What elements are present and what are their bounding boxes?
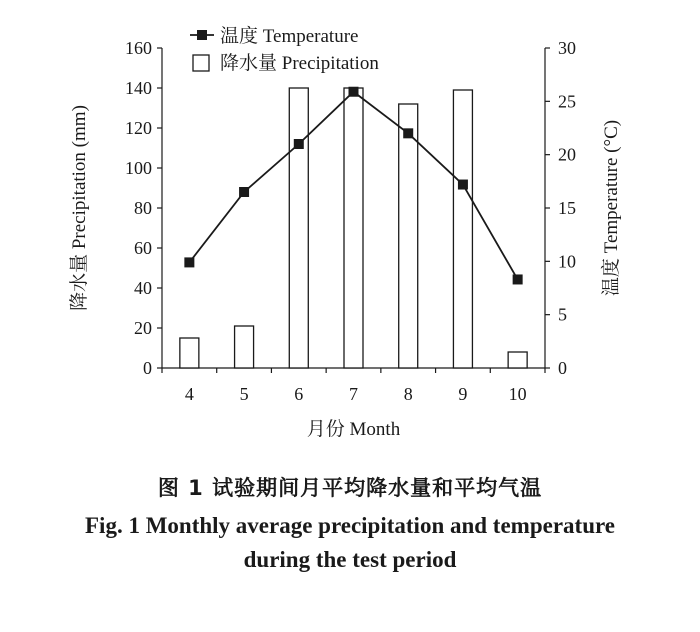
y-axis-right-tick-label: 30 <box>558 38 576 58</box>
x-axis-tick-label: 8 <box>403 384 413 404</box>
precipitation-bar <box>235 326 254 368</box>
y-axis-left-tick-label: 0 <box>143 358 152 378</box>
y-axis-left-tick-label: 60 <box>134 238 152 258</box>
temperature-marker <box>513 274 523 284</box>
temperature-marker <box>349 87 359 97</box>
y-axis-right-tick-label: 10 <box>558 251 576 272</box>
x-axis-tick-label: 4 <box>184 384 194 404</box>
x-axis-tick-label: 9 <box>458 384 468 404</box>
y-axis-left-tick-label: 40 <box>134 278 152 298</box>
x-axis-title: 月份 Month <box>306 419 401 440</box>
y-axis-left-title: 降水量 Precipitation (mm) <box>69 105 90 311</box>
temperature-marker <box>184 257 194 267</box>
figure-caption-chinese: 图 1 试验期间月平均降水量和平均气温 <box>157 476 543 500</box>
precipitation-bar <box>399 104 418 368</box>
temperature-marker <box>403 128 413 138</box>
y-axis-right-tick-label: 25 <box>558 91 576 112</box>
y-axis-right-tick-label: 15 <box>558 198 576 218</box>
x-axis-tick-label: 10 <box>508 384 527 404</box>
x-axis-tick-label: 7 <box>349 384 358 404</box>
legend-precipitation-label: 降水量 Precipitation <box>220 53 379 74</box>
figure-caption-english-line-1: Fig. 1 Monthly average precipitation and temperature <box>85 513 615 538</box>
temperature-marker <box>239 187 249 197</box>
legend-temperature-marker-swatch <box>197 30 207 40</box>
y-axis-right-title: 温度 Temperature (°C) <box>601 119 622 297</box>
temperature-marker <box>294 139 304 149</box>
y-axis-right-tick-label: 0 <box>558 358 567 378</box>
y-axis-left-tick-label: 80 <box>134 198 152 218</box>
precipitation-bar <box>180 338 199 368</box>
y-axis-left-tick-label: 140 <box>125 78 152 98</box>
temperature-marker <box>458 180 468 190</box>
legend-precipitation-swatch <box>193 55 209 71</box>
y-axis-right-tick-label: 20 <box>558 144 576 165</box>
precipitation-bar <box>453 90 472 368</box>
x-axis-tick-label: 5 <box>239 384 249 404</box>
y-axis-left-tick-label: 160 <box>125 38 152 58</box>
precipitation-bar <box>289 88 308 368</box>
y-axis-left-tick-label: 100 <box>125 158 152 178</box>
x-axis-tick-label: 6 <box>294 384 304 404</box>
y-axis-left-tick-label: 20 <box>134 318 152 338</box>
precipitation-bar <box>344 88 363 368</box>
precipitation-bar <box>508 352 527 368</box>
y-axis-left-tick-label: 120 <box>125 118 152 138</box>
legend-temperature-label: 温度 Temperature <box>220 26 359 47</box>
figure-caption-english-line-2: during the test period <box>243 547 457 572</box>
y-axis-right-tick-label: 5 <box>558 304 567 325</box>
